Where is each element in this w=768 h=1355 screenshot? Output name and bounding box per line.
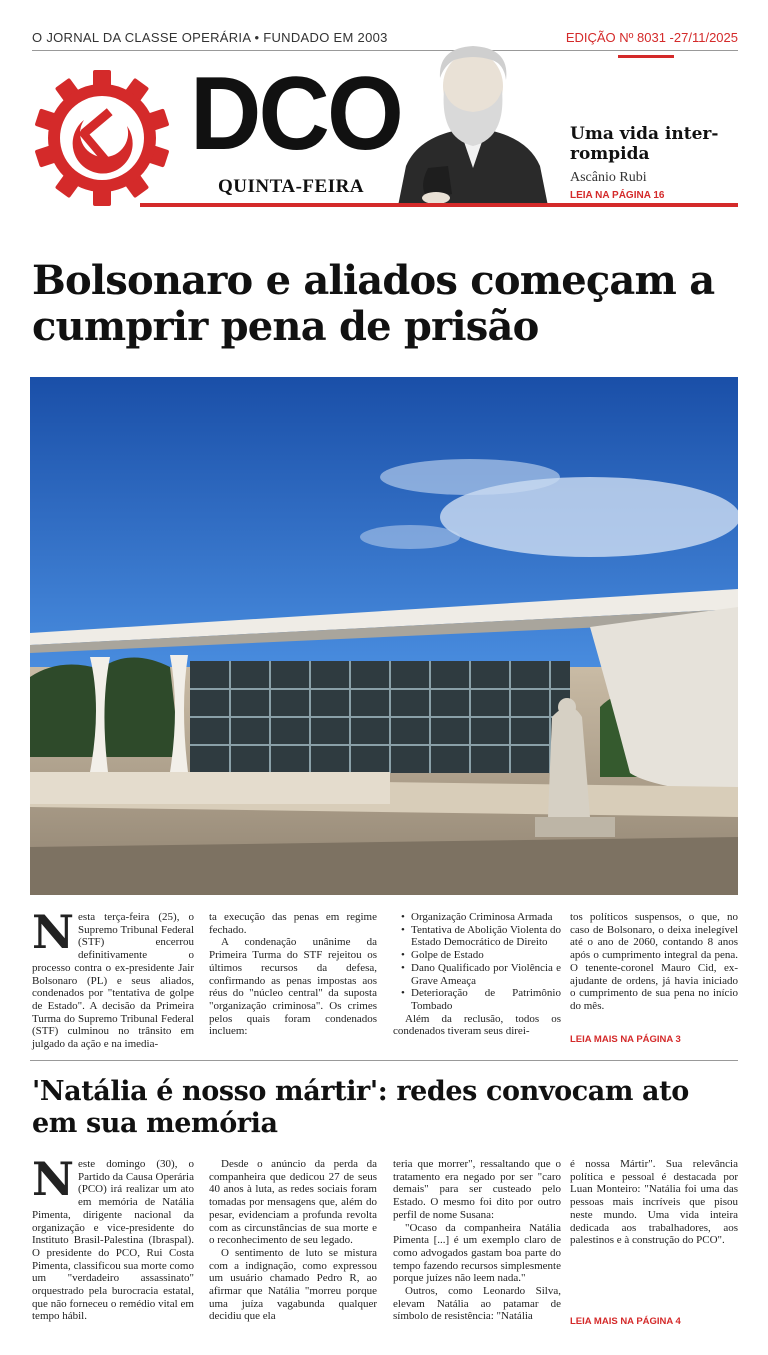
masthead-title: DCO	[190, 56, 402, 172]
top-rule	[32, 50, 738, 51]
feature-page-link[interactable]: LEIA NA PÁGINA 16	[570, 190, 665, 201]
main-headline[interactable]: Bolsonaro e aliados começam a cumprir pena de prisão	[32, 257, 715, 351]
article2-paragraph: é nossa Mártir". Sua relevância política e pessoal é destacada por Luan Monteiro: "Natália foi uma das pessoas mais incríveis que pisou neste mundo. Uma vida inteira dedicada aos trabalhadores, aos palestinos e à construção do PCO".	[570, 1158, 738, 1247]
article1-readmore-link[interactable]: LEIA MAIS NA PÁGINA 3	[570, 1034, 681, 1045]
article1-paragraph: tos políticos suspensos, o que, no caso de Bolsonaro, o deixa inelegível até o ano de 2060, contando 8 anos após o cumprimento integral da pena. O tenente-coronel Mauro Cid, ex-ajudante de ordens, já havia iniciado o cumprimento de sua pena no início do mês.	[570, 911, 738, 1012]
article1-paragraph: ta execução das penas em regime fechado.	[209, 911, 377, 936]
article2-paragraph: teria que morrer", ressaltando que o tratamento era negado por ser "caro demais" para ser custeado pelo Estado. O mesmo foi dito por outro perfil de nome Susana:	[393, 1158, 561, 1221]
article1-column-4	[570, 911, 738, 1013]
article2-paragraph: "Ocaso da companheira Natália Pimenta [...] é um exemplo claro de como advogados gastam boa parte do tempo fazendo recursos simplesmente porque juízes não leem nada."	[393, 1221, 561, 1285]
article1-column-1	[32, 905, 194, 1051]
list-item: • Dano Qualificado por Violência e Grave Ameaça	[403, 962, 561, 987]
weekday-label: QUINTA-FEIRA	[218, 176, 365, 197]
article2-paragraph: Desde o anúncio da perda da companheira que dedicou 27 de seus 40 anos à luta, as redes sociais foram tomadas por mensagens que, além do pesar, evidenciam a profunda revolta com as circunstâncias de sua morte e o reconhecimento de seu legado.	[209, 1158, 377, 1247]
crimes-list	[393, 911, 561, 1013]
list-item: • Deterioração de Patrimônio Tombado	[403, 987, 561, 1012]
feature-title[interactable]: Uma vida inter-rompida	[570, 124, 719, 165]
list-item: • Tentativa de Abolição Violenta do Estado Democrático de Direito	[403, 924, 561, 949]
hammer-sickle-gear-icon	[32, 68, 172, 208]
article2-paragraph: O sentimento de luto se mistura com a indignação, como expressou um usuário chamado Pedro R, ao afirmar que Natália "morreu porque uma juíza vagabunda qualquer decidiu que ela	[209, 1246, 377, 1323]
article1-column-2	[209, 911, 377, 1038]
article2-column-1	[32, 1152, 194, 1323]
second-headline[interactable]: 'Natália é nosso mártir': redes convocam ato em sua memória	[32, 1076, 689, 1140]
dropcap: N	[32, 905, 75, 959]
dropcap: N	[32, 1152, 75, 1206]
article1-paragraph: A condenação unânime da Primeira Turma do STF rejeitou os últimos recursos da defesa, confirmando as penas impostas aos réus do "núcleo central" da suposta "organização criminosa". Os crimes pelos quais foram condenados incluem:	[209, 936, 377, 1038]
article-photo	[30, 377, 738, 895]
article1-paragraph: esta terça-feira (25), o Supremo Tribunal Federal (STF) encerrou definitivamente o processo contra o ex-presidente Jair Bolsonaro (PL) e seus aliados, condenados por "tentativa de golpe de Estado". A decisão da Primeira Turma do Supremo Tribunal Federal (STF) culminou no trânsito em julgado da ação e na imedia-	[32, 911, 194, 1051]
article2-paragraph: Outros, como Leonardo Silva, elevam Natália ao patamar de símbolo de resistência: "Natália	[393, 1285, 561, 1323]
list-item: • Golpe de Estado	[403, 949, 561, 962]
article2-column-3	[393, 1158, 561, 1323]
feature-author: Ascânio Rubi	[570, 170, 647, 185]
newspaper-tagline: O JORNAL DA CLASSE OPERÁRIA • FUNDADO EM 2003	[32, 30, 388, 45]
edition-underline	[618, 55, 674, 58]
section-divider	[30, 1060, 738, 1061]
article2-column-4	[570, 1158, 738, 1247]
list-item: • Organização Criminosa Armada	[403, 911, 561, 924]
article1-column-3	[393, 911, 561, 1038]
article2-readmore-link[interactable]: LEIA MAIS NA PÁGINA 4	[570, 1316, 681, 1327]
article1-paragraph: Além da reclusão, todos os condenados tiveram seus direi-	[393, 1012, 561, 1038]
article2-column-2	[209, 1158, 377, 1323]
masthead-red-rule	[140, 203, 738, 207]
article2-paragraph: este domingo (30), o Partido da Causa Operária (PCO) irá realizar um ato em memória de Natália Pimenta, dirigente nacional da organização e vice-presidente do Instituto Brasil-Palestina (Ibraspal). O presidente do PCO, Rui Costa Pimenta, classificou sua morte como um "verdadeiro assassinato" orquestrado pela burocracia estatal, que não forneceu o remédio vital em tempo hábil.	[32, 1158, 194, 1323]
portrait-illustration	[388, 38, 558, 206]
edition-info: EDIÇÃO Nº 8031 -27/11/2025	[565, 30, 738, 45]
